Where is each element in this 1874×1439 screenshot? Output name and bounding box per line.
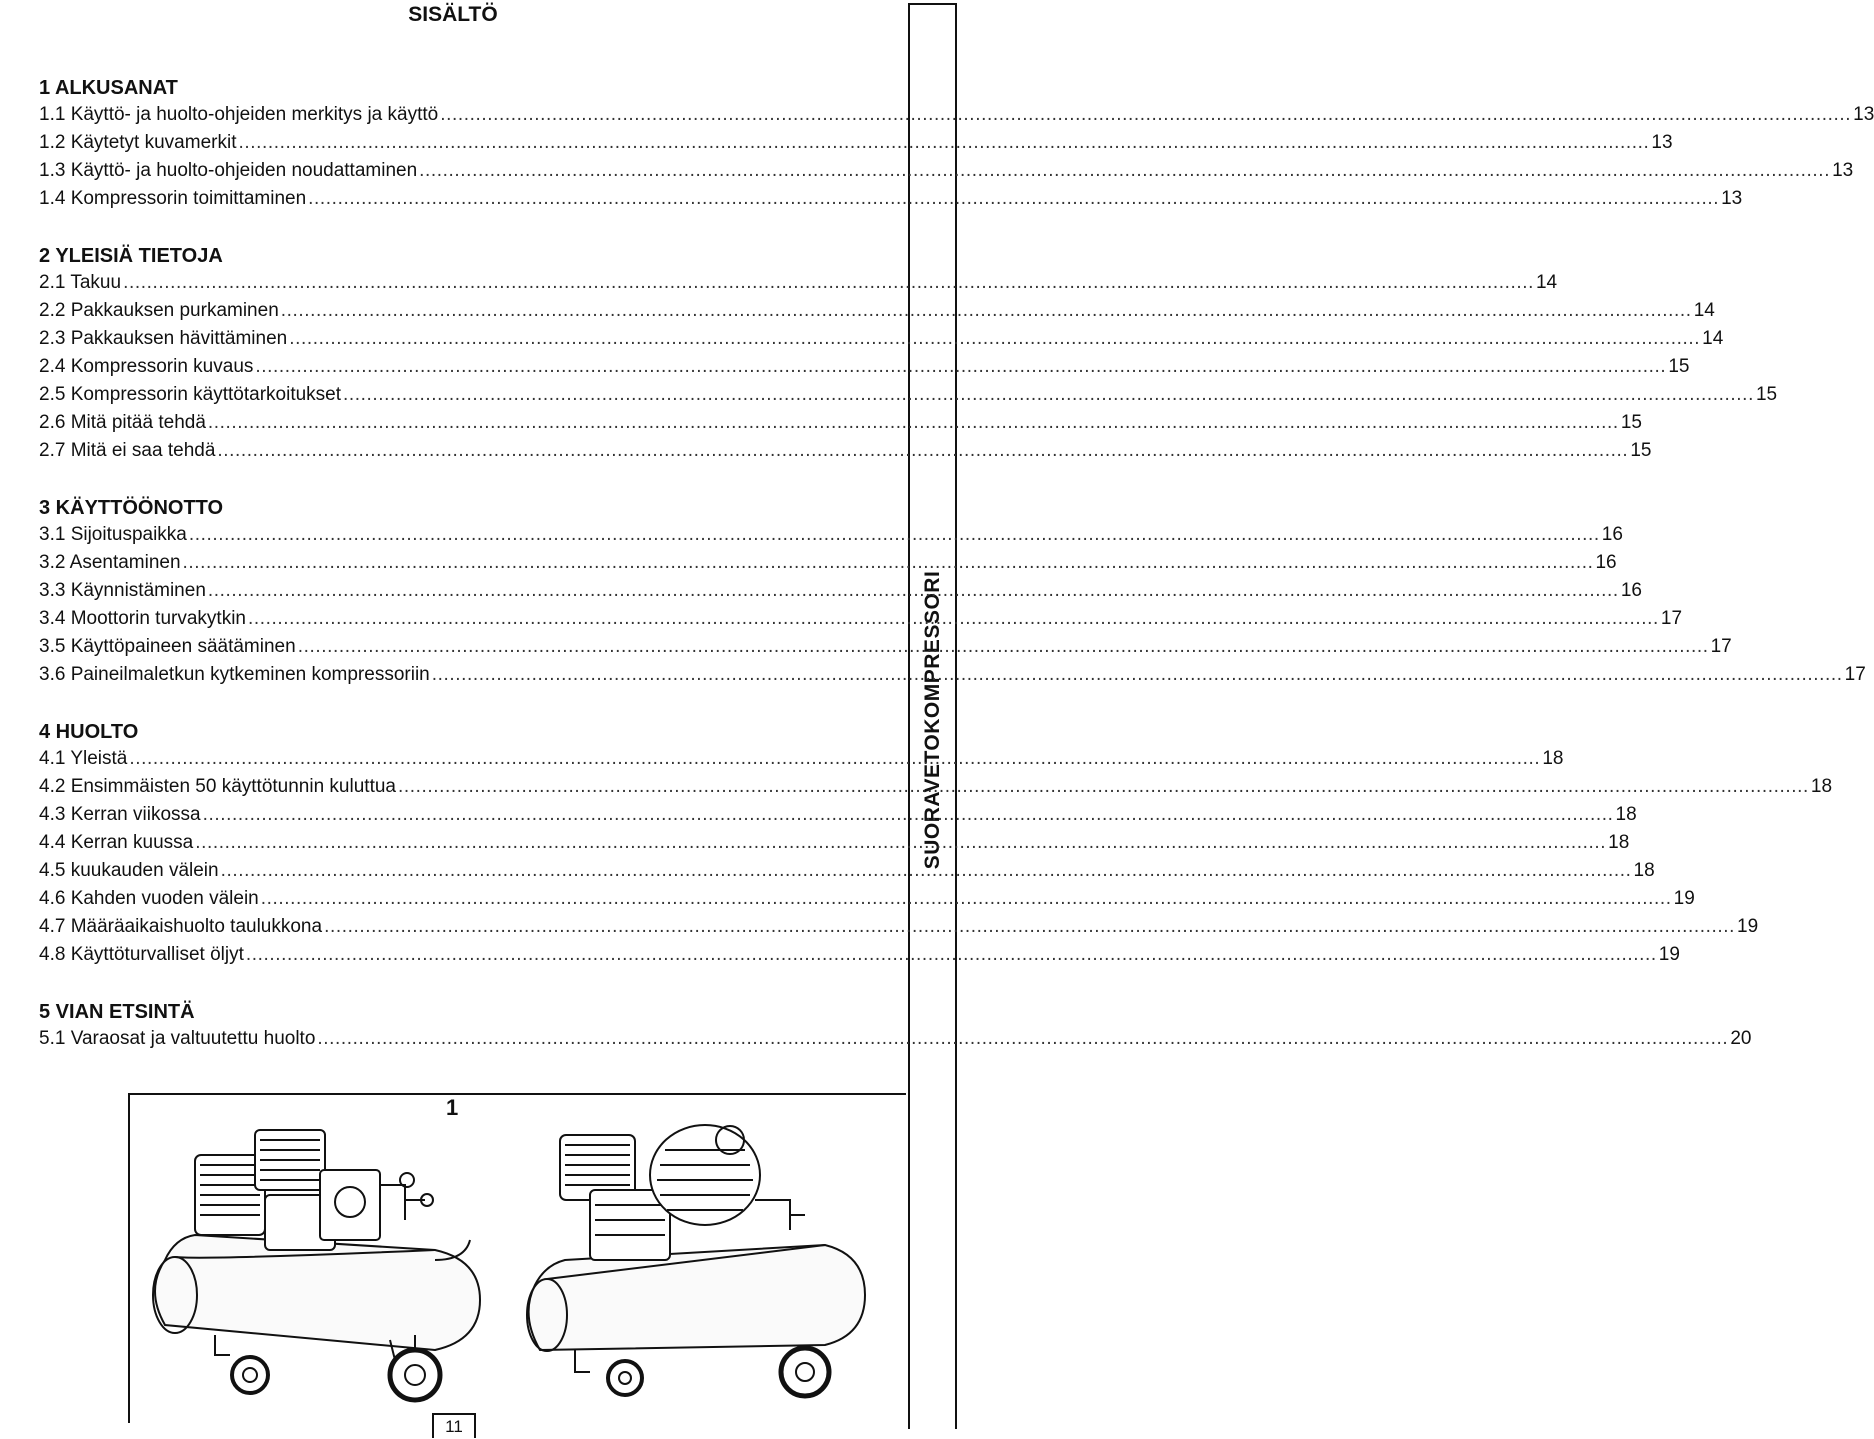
toc-entry[interactable] [39,633,1732,661]
section-gap [39,465,839,495]
compressor-illustration-right [505,1110,880,1410]
toc-entry[interactable] [39,521,1623,549]
toc-entry-page: 19 [1737,916,1759,937]
toc-entry[interactable] [39,745,1564,773]
toc-entry-page: 15 [1630,440,1652,461]
toc-leader-dots: ................................................................................................................................................................................................................................................ [260,888,1672,909]
toc-entry-title: 3.5 Käyttöpaineen säätäminen [39,636,296,657]
toc-entry[interactable] [39,409,1642,437]
toc-leader-dots: ................................................................................................................................................................................................................................................ [188,524,1600,545]
toc-leader-dots: ................................................................................................................................................................................................................................................ [245,944,1657,965]
side-tab [908,3,957,1429]
side-tab-label: SUORAVETOKOMPRESSORI [920,570,944,870]
toc-leader-dots: ................................................................................................................................................................................................................................................ [343,384,1754,405]
toc-entry-page: 17 [1710,636,1732,657]
section-gap [39,969,839,999]
toc-entry-page: 13 [1853,104,1874,125]
toc-entry[interactable] [39,773,1833,801]
toc-leader-dots: ................................................................................................................................................................................................................................................ [419,160,1831,181]
toc-entry-title: 2.6 Mitä pitää tehdä [39,412,206,433]
toc-section-heading: 2 YLEISIÄ TIETOJA [39,245,223,267]
toc-leader-dots: ................................................................................................................................................................................................................................................ [238,132,1650,153]
toc-section-heading: 4 HUOLTO [39,721,139,743]
toc-entry-title: 2.1 Takuu [39,272,122,293]
toc-entry[interactable] [39,941,1680,969]
toc-entry-page: 15 [1755,384,1778,405]
toc-entry[interactable] [39,353,1690,381]
toc-entry-title: 4.2 Ensimmäisten 50 käyttötunnin kuluttua [39,776,396,797]
toc-entry-page: 14 [1693,300,1715,321]
toc-leader-dots: ................................................................................................................................................................................................................................................ [280,300,1692,321]
toc-entry[interactable] [39,437,1652,465]
toc-entry[interactable] [39,801,1637,829]
toc-leader-dots: ................................................................................................................................................................................................................................................ [129,748,1541,769]
toc-leader-dots: ................................................................................................................................................................................................................................................ [207,412,1619,433]
toc-entry[interactable] [39,157,1854,185]
toc-entry[interactable] [39,297,1715,325]
page-number: 11 [432,1413,476,1438]
section-gap [39,213,839,243]
toc-leader-dots: ................................................................................................................................................................................................................................................ [308,188,1720,209]
section-gap [39,689,839,719]
toc-leader-dots: ................................................................................................................................................................................................................................................ [317,1028,1729,1049]
page-title: SISÄLTÖ [408,3,498,26]
toc-entry[interactable] [39,577,1642,605]
toc-entry-title: 1.4 Kompressorin toimittaminen [39,188,307,209]
toc-entry-title: 3.6 Paineilmaletkun kytkeminen kompressoriin [39,664,430,685]
toc-entry-page: 16 [1620,580,1642,601]
toc-entry-page: 18 [1633,860,1655,881]
toc-entry-title: 1.3 Käyttö- ja huolto-ohjeiden noudattaminen [39,160,418,181]
toc-leader-dots: ................................................................................................................................................................................................................................................ [207,580,1619,601]
toc-entry-page: 14 [1702,328,1724,349]
toc-leader-dots: ................................................................................................................................................................................................................................................ [202,804,1614,825]
toc-leader-dots: ................................................................................................................................................................................................................................................ [289,328,1701,349]
toc-entry-page: 18 [1810,776,1833,797]
toc-entry-title: 3.1 Sijoituspaikka [39,524,187,545]
toc-entry-title: 4.5 kuukauden välein [39,860,219,881]
toc-entry[interactable] [39,269,1558,297]
toc-leader-dots: ................................................................................................................................................................................................................................................ [297,636,1709,657]
toc-entry-page: 15 [1668,356,1690,377]
toc-entry-title: 1.1 Käyttö- ja huolto-ohjeiden merkitys ja käyttö [39,104,439,125]
toc-leader-dots: ................................................................................................................................................................................................................................................ [397,776,1809,797]
toc-entry[interactable] [39,605,1683,633]
toc-entry-page: 17 [1844,664,1866,685]
toc-leader-dots: ................................................................................................................................................................................................................................................ [431,664,1843,685]
toc-entry[interactable] [39,1025,1752,1053]
toc-entry[interactable] [39,857,1655,885]
toc-entry-page: 20 [1730,1028,1752,1049]
toc-section-heading: 3 KÄYTTÖÖNOTTO [39,497,224,519]
toc-entry[interactable] [39,829,1630,857]
toc-entry-title: 4.6 Kahden vuoden välein [39,888,259,909]
toc-entry[interactable] [39,101,1874,129]
toc-entry-title: 2.2 Pakkauksen purkaminen [39,300,279,321]
toc-entry-page: 18 [1615,804,1637,825]
toc-entry-title: 4.3 Kerran viikossa [39,804,201,825]
toc-leader-dots: ................................................................................................................................................................................................................................................ [123,272,1534,293]
toc-leader-dots: ................................................................................................................................................................................................................................................ [440,104,1852,125]
toc-entry-page: 16 [1595,552,1617,573]
toc-entry[interactable] [39,129,1673,157]
toc-entry-title: 4.7 Määräaikaishuolto taulukkona [39,916,323,937]
toc-entry-page: 18 [1608,832,1630,853]
toc-entry[interactable] [39,185,1743,213]
toc-entry[interactable] [39,325,1724,353]
toc-entry-title: 2.5 Kompressorin käyttötarkoitukset [39,384,342,405]
toc-leader-dots: ................................................................................................................................................................................................................................................ [255,356,1667,377]
toc-leader-dots: ................................................................................................................................................................................................................................................ [182,552,1594,573]
toc-entry-title: 3.2 Asentaminen [39,552,181,573]
toc-entry-title: 1.2 Käytetyt kuvamerkit [39,132,237,153]
toc-entry[interactable] [39,913,1759,941]
toc-entry-title: 4.4 Kerran kuussa [39,832,194,853]
toc-entry-title: 2.4 Kompressorin kuvaus [39,356,254,377]
toc-section-heading: 1 ALKUSANAT [39,77,178,99]
toc-entry-page: 17 [1660,608,1683,629]
toc-entry-page: 18 [1542,748,1564,769]
toc-leader-dots: ................................................................................................................................................................................................................................................ [247,608,1659,629]
toc-entry-title: 4.8 Käyttöturvalliset öljyt [39,944,244,965]
toc-entry-page: 13 [1832,160,1854,181]
toc-entry-title: 4.1 Yleistä [39,748,128,769]
toc-leader-dots: ................................................................................................................................................................................................................................................ [195,832,1607,853]
toc-entry[interactable] [39,885,1695,913]
toc-entry[interactable] [39,381,1778,409]
toc-entry[interactable] [39,549,1617,577]
toc-entry-page: 16 [1601,524,1623,545]
toc-entry[interactable] [39,661,1866,689]
toc-entry-page: 14 [1535,272,1558,293]
toc-leader-dots: ................................................................................................................................................................................................................................................ [220,860,1632,881]
toc-entry-page: 15 [1620,412,1642,433]
toc-entry-page: 19 [1673,888,1695,909]
toc-entry-page: 19 [1658,944,1680,965]
toc-entry-page: 13 [1721,188,1743,209]
toc-entry-page: 13 [1651,132,1673,153]
toc-entry-title: 3.3 Käynnistäminen [39,580,206,601]
figure-label: 1 [446,1095,459,1120]
toc-leader-dots: ................................................................................................................................................................................................................................................ [217,440,1629,461]
toc-entry-title: 2.3 Pakkauksen hävittäminen [39,328,288,349]
toc-entry-title: 3.4 Moottorin turvakytkin [39,608,246,629]
toc-entry-title: 2.7 Mitä ei saa tehdä [39,440,216,461]
compressor-illustration-left [135,1110,505,1410]
toc-leader-dots: ................................................................................................................................................................................................................................................ [324,916,1735,937]
toc-section-heading: 5 VIAN ETSINTÄ [39,1001,195,1023]
toc-entry-title: 5.1 Varaosat ja valtuutettu huolto [39,1028,316,1049]
